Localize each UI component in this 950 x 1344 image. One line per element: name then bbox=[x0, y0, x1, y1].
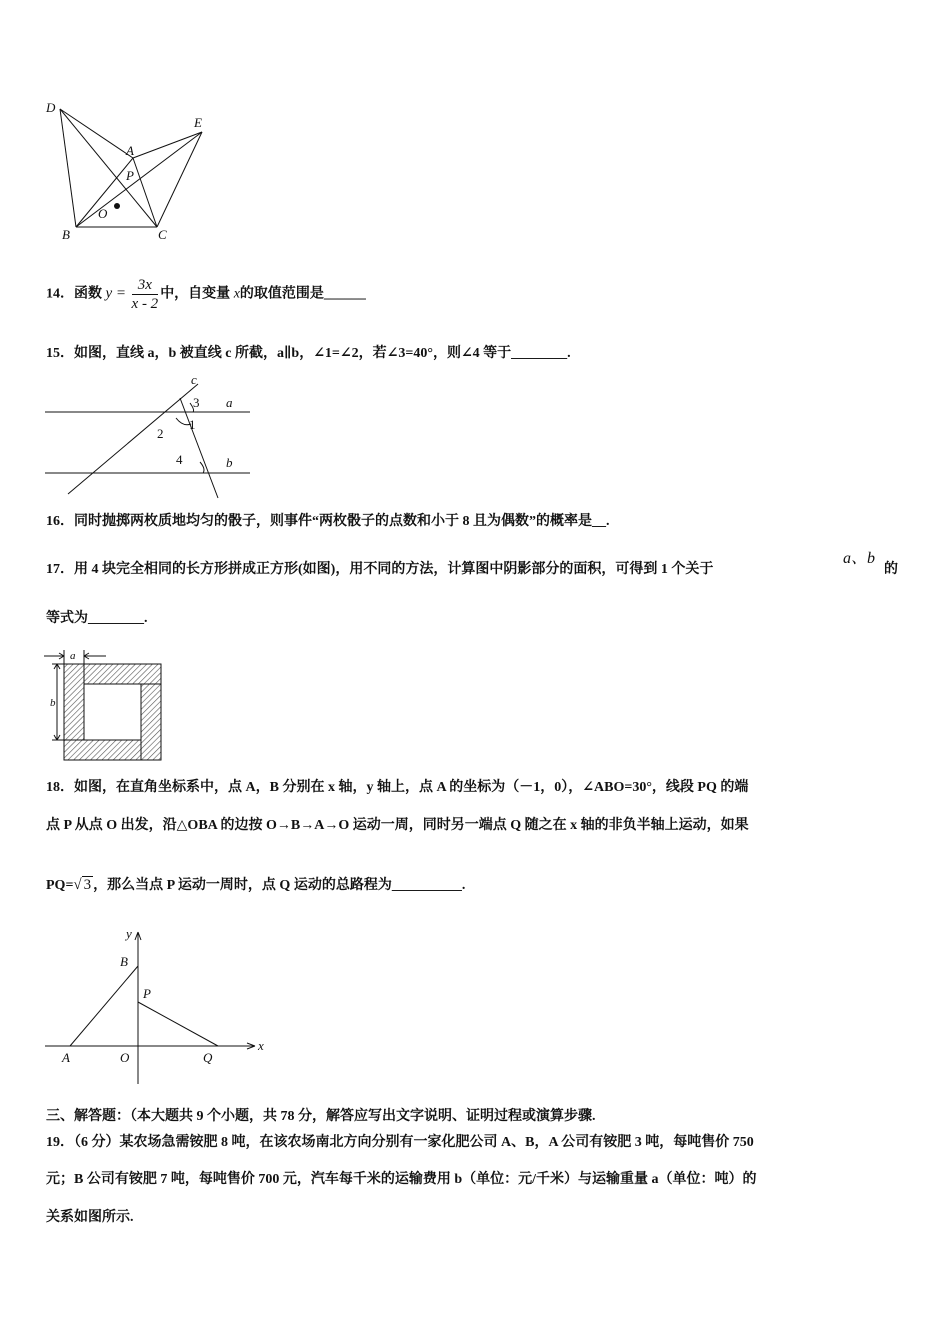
question-14 bbox=[46, 276, 366, 313]
q18-pq: PQ= bbox=[46, 878, 74, 893]
q14-variable: x bbox=[233, 286, 240, 302]
coordinate-figure-q18 bbox=[40, 922, 275, 1090]
parallel-lines-figure-q15 bbox=[40, 372, 260, 500]
cut-line bbox=[180, 398, 218, 498]
question-16: 16．同时抛掷两枚质地均匀的骰子，则事件“两枚骰子的点数和小于 8 且为偶数”的概率是__. bbox=[46, 514, 610, 529]
label-B: B bbox=[62, 227, 70, 242]
angle-arc-4 bbox=[200, 462, 204, 473]
label-a: a bbox=[226, 395, 233, 410]
label-c: c bbox=[191, 372, 197, 387]
q14-fraction bbox=[132, 276, 159, 313]
label-B: B bbox=[120, 954, 128, 969]
question-15: 15．如图，直线 a，b 被直线 c 所截，a∥b，∠1=∠2，若∠3=40°，则∠4 等于________. bbox=[46, 346, 571, 361]
segment-PQ bbox=[138, 1002, 218, 1046]
question-19-line3: 关系如图所示. bbox=[46, 1210, 134, 1225]
label-y: y bbox=[126, 926, 132, 941]
section-3-heading: 三、解答题：（本大题共 9 个小题，共 78 分，解答应写出文字说明、证明过程或演算步骤. bbox=[46, 1109, 596, 1124]
question-18-line2: 点 P 从点 O 出发，沿△OBA 的边按 O→B→A→O 运动一周，同时另一端点 Q 随之在 x 轴的非负半轴上运动，如果 bbox=[46, 818, 749, 833]
label-A: A bbox=[126, 143, 134, 158]
label-b: b bbox=[50, 697, 56, 709]
q18-sqrt: √ 3 bbox=[73, 877, 92, 893]
label-E: E bbox=[194, 115, 202, 130]
label-a: a bbox=[70, 650, 76, 662]
label-2: 2 bbox=[157, 426, 164, 441]
question-18-line1: 18．如图，在直角坐标系中，点 A，B 分别在 x 轴，y 轴上，点 A 的坐标为（－1，0），∠ABO=30°，线段 PQ 的端 bbox=[46, 780, 749, 795]
label-x: x bbox=[258, 1038, 264, 1053]
q14-denominator: x - 2 bbox=[131, 296, 159, 312]
segment-DC bbox=[60, 109, 157, 227]
label-O: O bbox=[120, 1050, 130, 1065]
label-Q: Q bbox=[203, 1050, 213, 1065]
q14-mid: 中，自变量 bbox=[160, 286, 231, 302]
point-O-dot bbox=[114, 203, 120, 209]
question-19-line1: 19．（6 分）某农场急需铵肥 8 吨，在该农场南北方向分别有一家化肥公司 A、B，A 公司有铵肥 3 吨，每吨售价 750 bbox=[46, 1135, 754, 1150]
segment-DA bbox=[60, 109, 133, 158]
q14-numerator: 3x bbox=[132, 276, 159, 295]
label-D: D bbox=[46, 100, 56, 115]
label-C: C bbox=[158, 227, 167, 242]
segment-DB bbox=[60, 109, 76, 227]
label-O: O bbox=[98, 206, 108, 221]
label-P: P bbox=[126, 168, 134, 183]
label-P: P bbox=[143, 986, 151, 1001]
q17-variables: a、b bbox=[843, 550, 876, 567]
square-figure-q17 bbox=[40, 646, 170, 764]
label-1: 1 bbox=[189, 417, 196, 432]
segment-BE bbox=[76, 132, 202, 227]
question-17 bbox=[46, 560, 713, 580]
q14-prefix: 14．函数 bbox=[46, 286, 102, 302]
question-19-line2: 元；B 公司有铵肥 7 吨，每吨售价 700 元，汽车每千米的运输费用 b（单位：元/千米）与运输重量 a（单位：吨）的 bbox=[46, 1172, 757, 1187]
geometry-figure-q13 bbox=[40, 95, 220, 250]
q17-suffix: 的 bbox=[884, 562, 898, 577]
outer-square bbox=[64, 664, 161, 760]
question-18-line3 bbox=[46, 875, 465, 896]
label-b: b bbox=[226, 455, 233, 470]
question-17-line2: 等式为________. bbox=[46, 611, 148, 626]
q18-suffix: ，那么当点 P 运动一周时，点 Q 运动的总路程为__________. bbox=[93, 878, 466, 893]
label-A: A bbox=[62, 1050, 70, 1065]
q17-text: 17．用 4 块完全相同的长方形拼成正方形(如图)，用不同的方法，计算图中阴影部分的面积，可得到 1 个关于 bbox=[46, 562, 714, 577]
label-4: 4 bbox=[176, 452, 183, 467]
q18-sqrt-arg: 3 bbox=[83, 877, 92, 893]
q14-suffix: 的取值范围是______ bbox=[239, 286, 366, 302]
label-3: 3 bbox=[193, 395, 200, 410]
q14-function-lhs: y = bbox=[105, 285, 127, 302]
segment-AB bbox=[70, 966, 138, 1046]
transversal-line bbox=[68, 384, 198, 494]
